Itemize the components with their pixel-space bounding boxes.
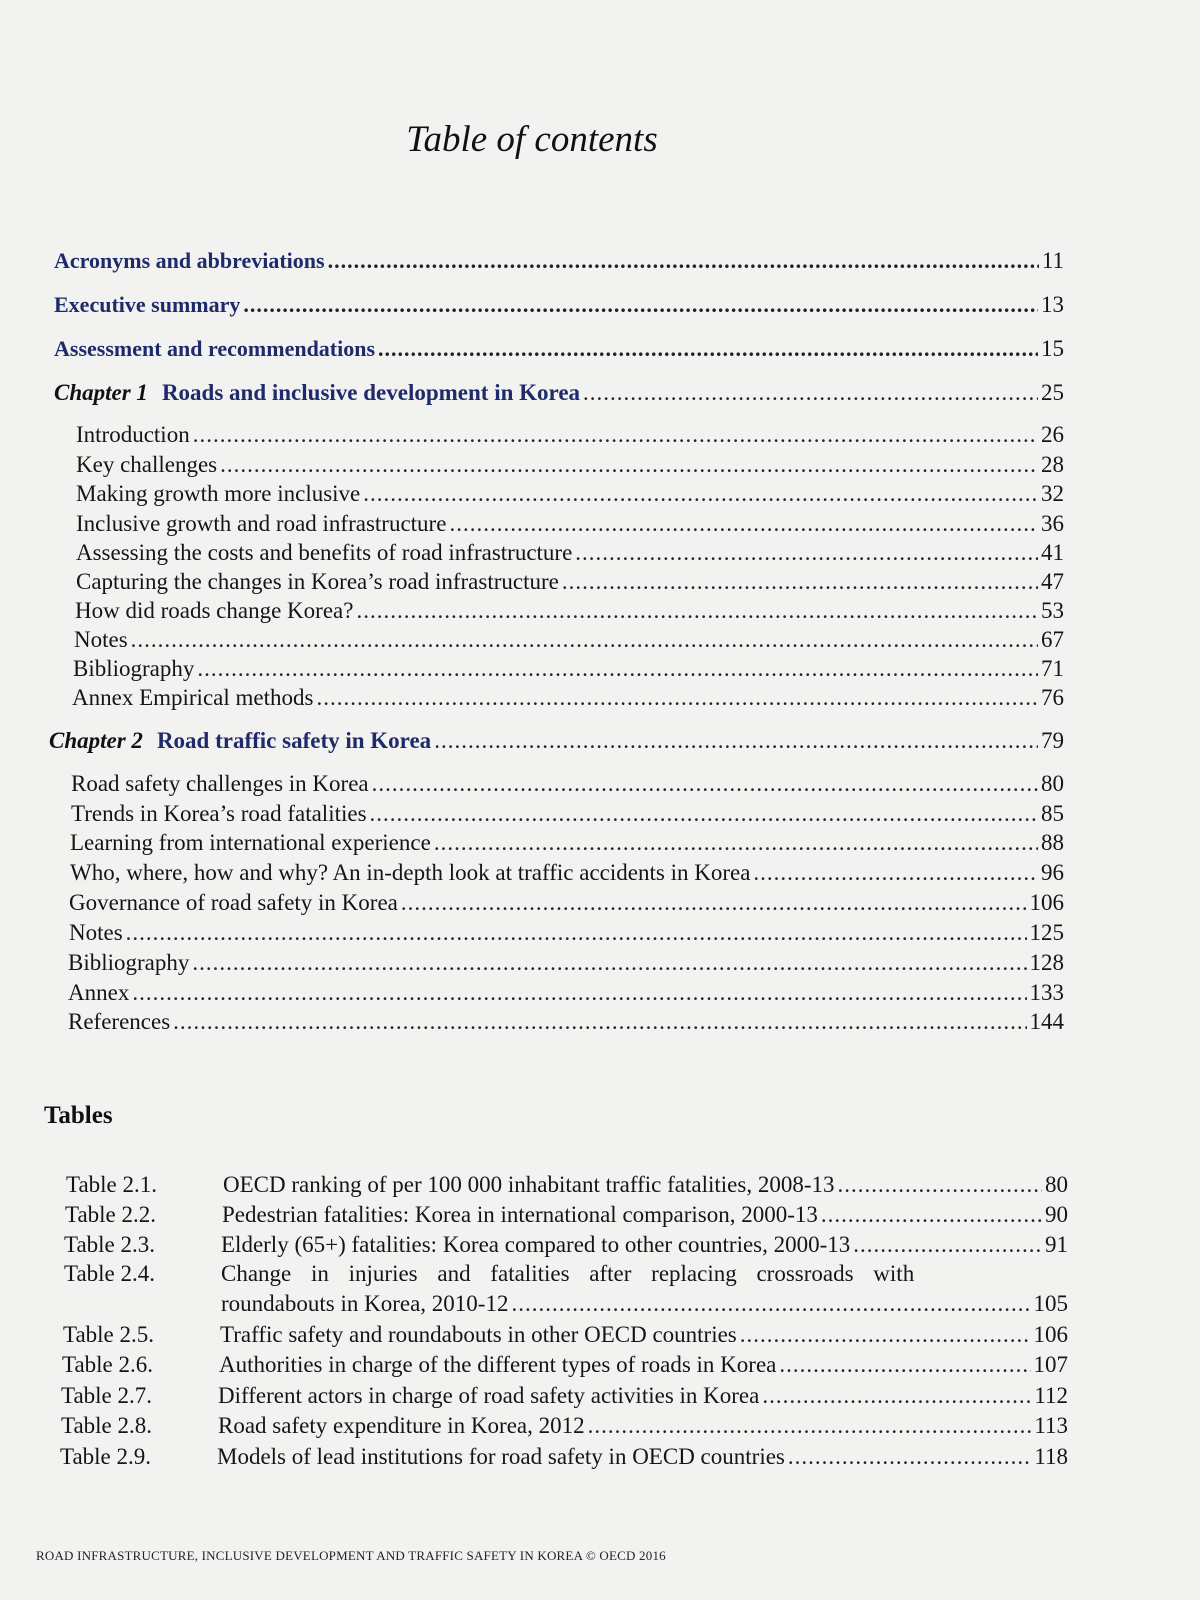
toc-section[interactable] (69, 920, 1064, 946)
page-footer: ROAD INFRASTRUCTURE, INCLUSIVE DEVELOPMENT AND TRAFFIC SAFETY IN KOREA © OECD 2016 (36, 1548, 666, 1563)
dot-leader (370, 801, 1038, 827)
toc-entry-label: Bibliography (68, 950, 190, 975)
toc-section[interactable] (74, 627, 1064, 653)
dot-leader (588, 1413, 1032, 1439)
toc-entry-label: Capturing the changes in Korea’s road infrastructure (76, 569, 559, 594)
dot-leader (131, 627, 1038, 653)
toc-page-number: 125 (1029, 920, 1064, 945)
table-entry-label: Different actors in charge of road safety activities in Korea (218, 1383, 760, 1408)
toc-entry-label: Notes (69, 920, 123, 945)
dot-leader (173, 1009, 1026, 1035)
toc-section[interactable] (76, 481, 1064, 507)
toc-page-number: 41 (1041, 540, 1064, 565)
table-number: Table 2.7. (61, 1383, 153, 1408)
toc-entry-label: Bibliography (73, 656, 195, 681)
toc-page-number: 107 (1033, 1352, 1068, 1377)
toc-page-number: 67 (1041, 627, 1064, 652)
table-entry-label: Traffic safety and roundabouts in other OECD countries (220, 1322, 737, 1347)
table-entry-label: Authorities in charge of the different types of roads in Korea (219, 1352, 777, 1377)
table-entry[interactable] (61, 1413, 1068, 1443)
toc-section[interactable] (72, 685, 1064, 711)
toc-entry-acronyms[interactable] (54, 248, 1064, 274)
dot-leader (583, 380, 1038, 406)
table-number: Table 2.1. (66, 1172, 158, 1197)
table-entry[interactable] (66, 1172, 1068, 1202)
table-entry-label: Models of lead institutions for road safety in OECD countries (217, 1444, 785, 1469)
toc-section[interactable] (76, 452, 1064, 478)
toc-page-number: 80 (1041, 771, 1064, 796)
toc-section[interactable] (70, 860, 1064, 886)
table-number: Table 2.9. (60, 1444, 152, 1469)
dot-leader (434, 728, 1038, 754)
dot-leader (779, 1352, 1030, 1378)
dot-leader (126, 920, 1027, 946)
toc-entry-label: Learning from international experience (70, 830, 431, 855)
toc-page-number: 91 (1045, 1232, 1068, 1257)
toc-entry-label: How did roads change Korea? (75, 598, 354, 623)
table-number: Table 2.4. (64, 1261, 156, 1286)
table-entry-label: OECD ranking of per 100 000 inhabitant traffic fatalities, 2008-13 (223, 1172, 835, 1197)
toc-entry-label: Road safety challenges in Korea (71, 771, 369, 796)
toc-page-number: 106 (1029, 890, 1064, 915)
toc-section[interactable] (75, 598, 1064, 624)
dot-leader (243, 292, 1038, 317)
dot-leader (316, 685, 1038, 711)
chapter-title: Road traffic safety in Korea (156, 728, 432, 753)
table-number: Table 2.5. (63, 1322, 155, 1347)
dot-leader (132, 980, 1026, 1006)
toc-section[interactable] (71, 801, 1064, 827)
dot-leader (449, 511, 1038, 537)
toc-entry-assessment[interactable] (54, 336, 1064, 362)
toc-page-number: 26 (1041, 422, 1064, 447)
dot-leader (575, 540, 1038, 566)
toc-entry-label: Making growth more inclusive (76, 481, 361, 506)
table-entry-label: roundabouts in Korea, 2010-12 (221, 1291, 509, 1316)
toc-section[interactable] (73, 656, 1064, 682)
dot-leader (788, 1444, 1031, 1470)
toc-section[interactable] (68, 950, 1064, 976)
toc-entry-label: Acronyms and abbreviations (54, 248, 325, 273)
toc-entry-label: Assessing the costs and benefits of road infrastructure (76, 540, 573, 565)
table-entry[interactable] (64, 1232, 1068, 1262)
toc-entry-label: Inclusive growth and road infrastructure (76, 511, 447, 536)
table-entry[interactable] (65, 1202, 1068, 1232)
toc-entry-label: Key challenges (76, 452, 218, 477)
table-entry-label: Road safety expenditure in Korea, 2012 (218, 1413, 585, 1438)
table-number: Table 2.6. (62, 1352, 154, 1377)
dot-leader (220, 452, 1038, 478)
table-entry[interactable] (63, 1322, 1068, 1352)
toc-chapter-2[interactable] (49, 728, 1064, 754)
toc-entry-executive-summary[interactable] (54, 292, 1064, 318)
dot-leader (853, 1232, 1042, 1258)
table-number: Table 2.3. (64, 1232, 156, 1257)
toc-page-number: 105 (1033, 1291, 1068, 1316)
toc-page-number: 133 (1029, 980, 1064, 1005)
toc-page-number: 96 (1041, 860, 1064, 885)
dot-leader (328, 248, 1039, 273)
table-entry-label: Pedestrian fatalities: Korea in international comparison, 2000-13 (222, 1202, 818, 1227)
toc-entry-label: References (68, 1009, 171, 1034)
toc-section[interactable] (76, 569, 1064, 595)
toc-section[interactable] (70, 830, 1064, 856)
chapter-number: Chapter 2 (49, 728, 143, 753)
dot-leader (372, 771, 1038, 797)
toc-page-number: 76 (1041, 685, 1064, 710)
toc-page-number: 128 (1029, 950, 1064, 975)
toc-page-number: 79 (1041, 728, 1064, 753)
toc-page-number: 144 (1029, 1009, 1064, 1034)
table-entry[interactable] (62, 1352, 1068, 1382)
dot-leader (753, 860, 1038, 886)
toc-page-number: 112 (1034, 1383, 1068, 1408)
page-title: Table of contents (406, 119, 658, 160)
toc-section[interactable] (76, 540, 1064, 566)
dot-leader (401, 890, 1027, 916)
toc-section[interactable] (68, 1009, 1064, 1035)
chapter-number: Chapter 1 (54, 380, 148, 405)
toc-page-number: 88 (1041, 830, 1064, 855)
tables-heading: Tables (44, 1102, 113, 1129)
toc-entry-label: Who, where, how and why? An in-depth look at traffic accidents in Korea (70, 860, 751, 885)
toc-page-number: 32 (1041, 481, 1064, 506)
table-entry-label-line1: Change in injuries and fatalities after replacing crossroads with (221, 1261, 915, 1286)
toc-page-number: 15 (1041, 336, 1064, 361)
toc-entry-label: Annex Empirical methods (72, 685, 314, 710)
toc-entry-label: Annex (68, 980, 130, 1005)
toc-entry-label: Executive summary (54, 292, 241, 317)
toc-entry-label: Governance of road safety in Korea (69, 890, 398, 915)
toc-section[interactable] (76, 511, 1064, 537)
dot-leader (762, 1383, 1031, 1409)
toc-page-number: 28 (1041, 452, 1064, 477)
dot-leader (837, 1172, 1042, 1198)
toc-section[interactable] (76, 422, 1064, 448)
dot-leader (192, 950, 1026, 976)
dot-leader (193, 422, 1038, 448)
toc-page-number: 36 (1041, 511, 1064, 536)
toc-page-number: 71 (1041, 656, 1064, 681)
table-number: Table 2.8. (61, 1413, 153, 1438)
toc-chapter-1[interactable] (54, 380, 1064, 406)
dot-leader (562, 569, 1038, 595)
toc-entry-label: Notes (74, 627, 128, 652)
toc-page-number: 25 (1041, 380, 1064, 405)
toc-page-number: 80 (1045, 1172, 1068, 1197)
dot-leader (511, 1291, 1030, 1317)
toc-page-number: 53 (1041, 598, 1064, 623)
dot-leader (434, 830, 1038, 856)
dot-leader (197, 656, 1038, 682)
dot-leader (740, 1322, 1031, 1348)
dot-leader (378, 336, 1038, 361)
toc-page-number: 85 (1041, 801, 1064, 826)
toc-page-number: 11 (1041, 248, 1064, 273)
toc-entry-label: Assessment and recommendations (54, 336, 376, 361)
toc-section[interactable] (68, 980, 1064, 1006)
table-entry-label: Elderly (65+) fatalities: Korea compared to other countries, 2000-13 (221, 1232, 851, 1257)
toc-entry-label: Introduction (76, 422, 190, 447)
toc-page-number: 47 (1041, 569, 1064, 594)
toc-section[interactable] (69, 890, 1064, 916)
toc-page-number: 118 (1034, 1444, 1068, 1469)
table-entry[interactable] (60, 1444, 1068, 1474)
dot-leader (356, 598, 1038, 624)
toc-page-number: 13 (1041, 292, 1064, 317)
toc-section[interactable] (71, 771, 1064, 797)
chapter-title: Roads and inclusive development in Korea (161, 380, 581, 405)
dot-leader (363, 481, 1038, 507)
dot-leader (821, 1202, 1042, 1228)
toc-page-number: 106 (1033, 1322, 1068, 1347)
toc-entry-label: Trends in Korea’s road fatalities (71, 801, 367, 826)
toc-page-number: 90 (1045, 1202, 1068, 1227)
toc-page-number: 113 (1034, 1413, 1068, 1438)
table-entry-continued (64, 1291, 1068, 1321)
table-entry[interactable] (61, 1383, 1068, 1413)
table-entry[interactable] (64, 1261, 1068, 1291)
table-number: Table 2.2. (65, 1202, 157, 1227)
